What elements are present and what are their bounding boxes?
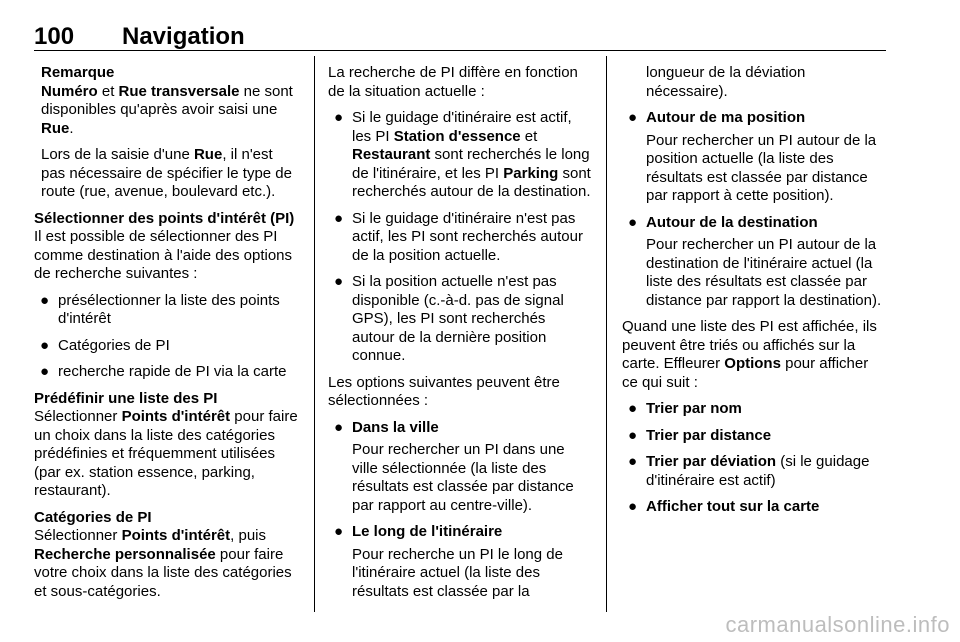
note-text-2: Lors de la saisie d'une Rue, il n'est pas nécessaire de spécifier le type de route (rue, avenue, boulevard etc.). (41, 146, 292, 200)
column-divider-1 (314, 56, 315, 612)
option-description: Pour rechercher un PI autour de la position actuelle (la liste des résultats est classée par distance par rapport à cette position). (646, 131, 877, 204)
list-display-text: Quand une liste des PI est affichée, ils peuvent être triés ou affichés sur la carte. Effleurer Options pour afficher ce qui suit : (622, 318, 877, 391)
column-3 (622, 64, 888, 525)
options-intro: Les options suivantes peuvent être sélectionnées : (328, 373, 560, 409)
list-item: ● Si le guidage d'itinéraire est actif, les PI Station d'essence et Restaurant sont recherchés le long de l'itinéraire, et les PI Parking sont recherchés autour de la destination. (334, 109, 591, 200)
list-item: ● Trier par déviation (si le guidage d'itinéraire est actif) (628, 453, 870, 489)
list-item: ● Catégories de PI (40, 336, 170, 354)
note-text: Numéro et Rue transversale ne sont disponibles qu'après avoir saisi une Rue. (41, 82, 293, 137)
list-item: ● Trier par nom (628, 400, 742, 417)
section-title: Navigation (122, 23, 245, 50)
list-item: ● Afficher tout sur la carte (628, 498, 820, 515)
option-description-continued: longueur de la déviation nécessaire). (646, 64, 806, 100)
header-rule (34, 50, 886, 51)
list-item: ● Trier par distance (628, 426, 772, 444)
option-description: Pour recherche un PI le long de l'itinéraire actuel (la liste des résultats est classée par la (352, 545, 563, 600)
list-item: ● présélectionner la liste des points d'intérêt (40, 291, 280, 327)
column-1 (34, 64, 300, 609)
column-divider-2 (606, 56, 607, 612)
list-item: ● Si le guidage d'itinéraire n'est pas actif, les PI sont recherchés autour de la position actuelle. (334, 209, 583, 264)
list-item: ● Autour de ma position (628, 109, 806, 126)
list-item: ● Le long de l'itinéraire (334, 523, 503, 540)
watermark: carmanualsonline.info (725, 612, 950, 637)
search-intro: La recherche de PI diffère en fonction de la situation actuelle : (328, 64, 578, 100)
page-number: 100 (34, 23, 75, 50)
categories-text: Sélectionner Points d'intérêt, puis Recherche personnalisée pour faire votre choix dans la liste des catégories et sous-catégories. (34, 527, 292, 600)
select-poi-text: Il est possible de sélectionner des PI comme destination à l'aide des options de recherche suivantes : (34, 228, 293, 282)
list-item: ● recherche rapide de PI via la carte (40, 363, 287, 380)
predefine-heading: Prédéfinir une liste des PI (34, 389, 218, 407)
option-description: Pour rechercher un PI dans une ville sélectionnée (la liste des résultats est classée par distance par rapport au centre-ville). (352, 441, 574, 514)
option-description: Pour rechercher un PI autour de la destination de l'itinéraire actuel (la liste des résultats est classée par distance par rapport la destination). (646, 236, 882, 309)
column-2 (328, 64, 592, 609)
categories-heading: Catégories de PI (34, 508, 152, 526)
predefine-text: Sélectionner Points d'intérêt pour faire un choix dans la liste des catégories prédéfinies et fréquemment utilisées (par ex. station essence, parking, restaurant). (34, 408, 298, 499)
list-item: ● Si la position actuelle n'est pas disponible (c.-à-d. pas de signal GPS), les PI sont recherchés autour de la dernière position connue. (334, 273, 564, 364)
list-item: ● Autour de la destination (628, 213, 818, 231)
note-block (34, 64, 300, 202)
select-poi-heading: Sélectionner des points d'intérêt (PI) (34, 209, 295, 227)
list-item: ● Dans la ville (334, 418, 439, 436)
page-header (34, 24, 886, 50)
note-title: Remarque (41, 64, 115, 81)
